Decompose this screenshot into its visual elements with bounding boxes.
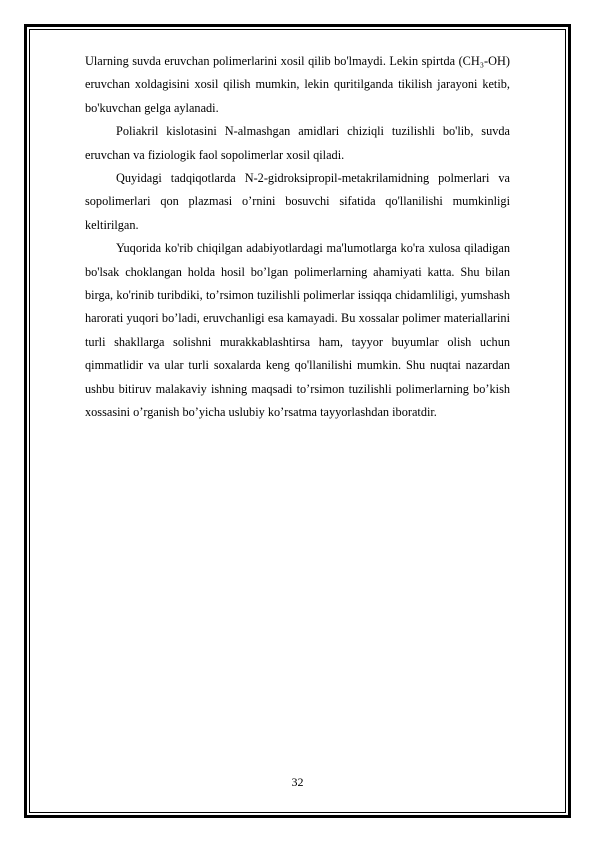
document-body (85, 50, 510, 425)
paragraph-xulosa: Yuqorida ko'rib chiqilgan adabiyotlardagi ma'lumotlarga ko'ra xulosa qiladigan bo'lsak choklangan holda hosil bo’lgan polimerlarning ahamiyati katta. Shu bilan birga, ko'rinib turibdiki, to’rsimon tuzilishli polimerlar issiqqa chidamliligi, yumshash harorati yuqori bo’ladi, eruvchanligi esa kamayadi. Bu xossalar polimer materiallarini turli shakllarga solishni murakkablashtirsa ham, tayyor buyumlar olish uchun qimmatlidir va ular turli soxalarda keng qo'llanilishi mumkin. Shu nuqtai nazardan ushbu bitiruv malakaviy ishning maqsadi to’rsimon tuzilishli polimerlarning bo’kish xossasini o’rganish bo’yicha uslubiy ko’rsatma tayyorlashdan iboratdir. (85, 241, 510, 420)
paragraph-tadqiqotlar: Quyidagi tadqiqotlarda N-2-gidroksipropil-metakrilamidning polmerlari va sopolimerlari qon plazmasi o’rnini bosuvchi sifatida qo'llanilishi mumkinligi keltirilgan. (85, 171, 510, 232)
page-number: 32 (291, 775, 304, 789)
paragraph-poliakril: Poliakril kislotasini N-almashgan amidlari chiziqli tuzilishli bo'lib, suvda eruvchan va fiziologik faol sopolimerlar xosil qiladi. (85, 124, 510, 162)
paragraph-continuation: Ularning suvda eruvchan polimerlarini xosil qilib bo'lmaydi. Lekin spirtda (CH₃-OH) eruvchan xoldagisini xosil qilish mumkin, lekin quritilganda tikilish jarayoni ketib, bo'kuvchan gelga aylanadi. (85, 54, 510, 115)
